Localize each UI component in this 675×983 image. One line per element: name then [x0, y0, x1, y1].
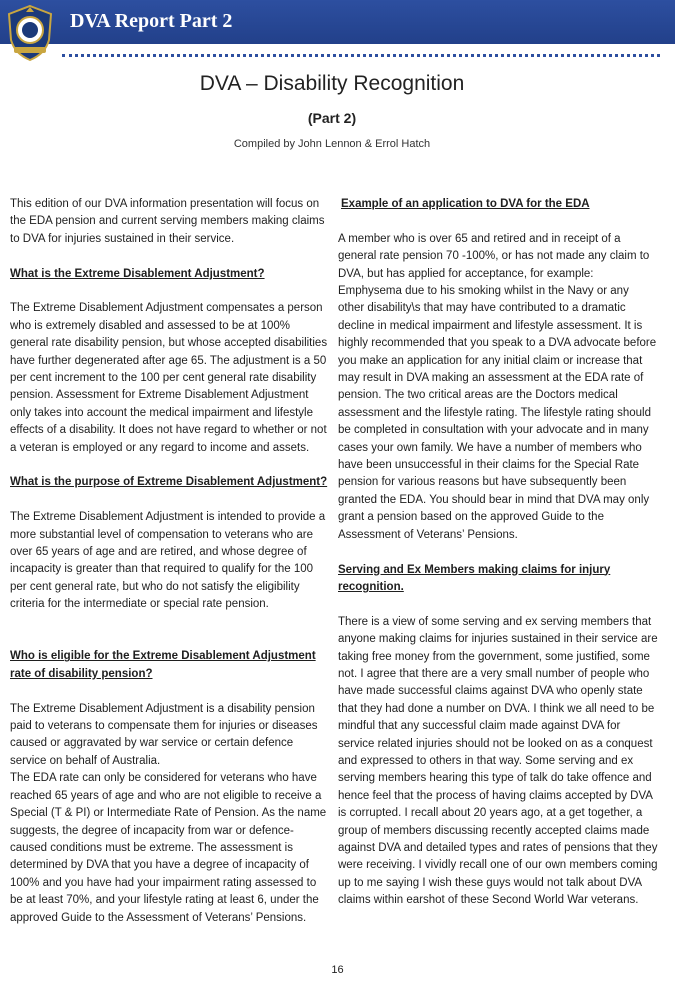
paragraph-example-application: A member who is over 65 and retired and in receipt of a general rate pension 70 -100%, or has not made any claim to DVA, but has applied for acceptance, for example: Emphysema due to his smoking whilst in the Navy or any other disability\s that may have contributed to a dramatic decline in medical impairment and lifestyle assessment. It is highly recommended that you speak to a DVA advocate before you make an application for any initial claim or increase that may result in DVA making an assessment at the EDA rate of pension. The two critical areas are the Doctors medical assessment and the lifestyle rating. The lifestyle rating should be completed in consultation with your advocate and in many cases your own family. We have a number of members who have been unsuccessful in their claims for the Special Rate pension for various reasons but have subsequently been granted the EDA. You should bear in mind that DVA may only grant a pension based on the approved Guide to the Assessment of Veterans’ Pensions.: [338, 232, 657, 541]
page-number: 16: [331, 964, 344, 976]
paragraph-what-is-eda: The Extreme Disablement Adjustment compensates a person who is extremely disabled and assessed to be at 100% general rate disability pension, but whose accepted disabilities have further degenerated after age 65. The adjustment is a 50 per cent increment to the 100 per cent general rate disability pension. Assessment for Extreme Disablement Adjustment only takes into account the medical impairment and lifestyle effects of a disability. It does not have regard to whether or not a veteran is employed or any regard to income and assets.: [10, 302, 328, 454]
heading-purpose-eda: What is the purpose of Extreme Disablement Adjustment?: [10, 476, 328, 489]
paragraph-eligibility-1: The Extreme Disablement Adjustment is a disability pension paid to veterans to compensate them for injuries or diseases caused or aggravated by war service or certain defence service on behalf of Australia.: [10, 702, 318, 767]
header-title: DVA Report Part 2: [70, 10, 233, 32]
header-divider: [62, 54, 660, 57]
intro-paragraph: This edition of our DVA information presentation will focus on the EDA pension and current serving members making claims to DVA for injuries sustained in their service.: [10, 198, 325, 245]
author-credit: Compiled by John Lennon & Errol Hatch: [233, 138, 431, 150]
right-column: [338, 196, 658, 927]
spacer: [10, 631, 330, 648]
heading-eligibility-eda: Who is eligible for the Extreme Disablement Adjustment rate of disability pension?: [10, 650, 316, 680]
rsl-badge-icon: [5, 4, 55, 62]
paragraph-eligibility-2: The EDA rate can only be considered for veterans who have reached 65 years of age and who are not eligible to receive a Special (T & PI) or Intermediate Rate of Pension. As the name suggests, the degree of incapacity from war or defence-caused conditions must be extreme. The assessment is determined by DVA that you have a degree of incapacity of 100% and you have had your impairment rating assessed to be at least 70%, and your lifestyle rating at least 6, under the approved Guide to the Assessment of Veterans’ Pensions.: [10, 772, 327, 924]
page-subtitle: (Part 2): [307, 110, 357, 126]
left-column: [10, 196, 330, 944]
heading-serving-members: Serving and Ex Members making claims for injury recognition.: [338, 563, 611, 593]
paragraph-purpose-eda: The Extreme Disablement Adjustment is intended to provide a more substantial level of compensation to veterans who are over 65 years of age and are retired, and whose degree of incapacity is greater than that required to qualify for the 100 per cent general rate, but who do not satisfy the eligibility criteria for the intermediate or special rate pension.: [10, 511, 326, 611]
page-title: DVA – Disability Recognition: [199, 72, 465, 95]
heading-example-application: Example of an application to DVA for the EDA: [341, 198, 590, 210]
paragraph-serving-members: There is a view of some serving and ex serving members that anyone making claims for injuries sustained in their service are taking free money from the government, some justified, some not. I agree that there are a very small number of people who have made successful claims against DVA who openly state that they had done a number on DVA. I think we all need to be mindful that any successful claim made against DVA for service related injuries should not be looked on as a conquest and expressed to others in that way. Some serving and ex serving members hearing this type of talk do take offence and hence feel that the process of having claims accepted by DVA is corrupted. I recall about 20 years ago, at a get together, a group of members discussing recently accepted claims made against DVA and detailed types and rates of pensions that they were receiving. I vividly recall one of our own members coming up to me saying I wish these guys would not talk about DVA claims within earshot of these Second World War veterans.: [338, 615, 658, 907]
heading-what-is-eda: What is the Extreme Disablement Adjustment?: [10, 267, 265, 280]
